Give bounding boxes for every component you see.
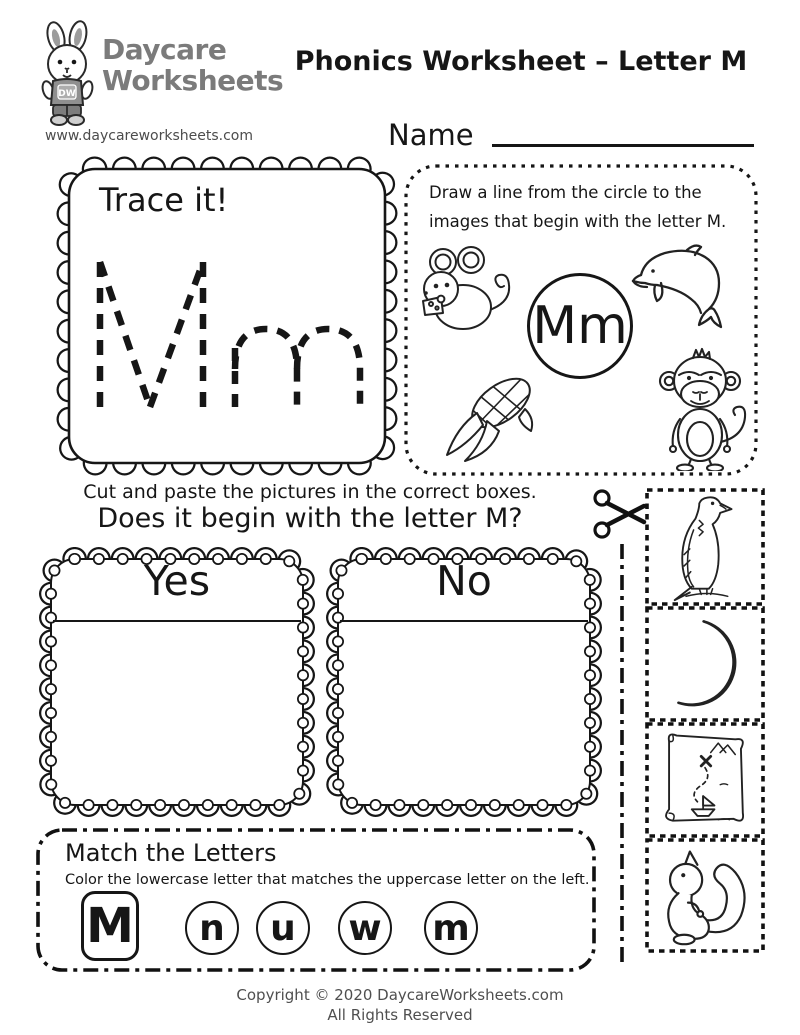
match-option-n[interactable]: n — [185, 901, 239, 955]
moon-drawing — [659, 615, 751, 713]
squirrel-drawing — [657, 844, 753, 948]
no-label: No — [436, 557, 492, 605]
yes-label: Yes — [143, 557, 211, 605]
copyright-line: Copyright © 2020 DaycareWorksheets.com — [236, 986, 564, 1004]
logo-badge-text: DW — [58, 89, 76, 99]
cut-item-eagle[interactable] — [645, 488, 765, 606]
website-url: www.daycareworksheets.com — [44, 128, 253, 144]
trace-heading: Trace it! — [99, 181, 229, 219]
match-option-m[interactable]: m — [424, 901, 478, 955]
yes-drop-box[interactable] — [35, 543, 319, 821]
cut-item-squirrel[interactable] — [645, 838, 765, 953]
letter-circle[interactable]: Mm — [527, 273, 633, 379]
name-label: Name — [388, 118, 474, 152]
uppercase-letter-tile: M — [81, 891, 139, 961]
match-instruction: Color the lowercase letter that matches the uppercase letter on the left. — [65, 872, 590, 888]
brand-line1: Daycare — [102, 33, 227, 66]
match-letters-section — [35, 827, 597, 973]
mouse-drawing[interactable] — [411, 245, 516, 337]
name-blank-line[interactable] — [492, 116, 754, 147]
trace-section — [55, 155, 399, 477]
no-drop-box[interactable] — [322, 543, 606, 821]
draw-instructions — [429, 179, 741, 237]
dolphin-drawing[interactable] — [631, 243, 743, 335]
treasure-map-drawing — [657, 728, 753, 832]
cut-item-moon[interactable] — [645, 606, 765, 722]
match-heading: Match the Letters — [65, 839, 277, 867]
cut-paste-instruction: Cut and paste the pictures in the correct boxes. — [83, 481, 537, 503]
match-option-w[interactable]: w — [338, 901, 392, 955]
page-title: Phonics Worksheet – Letter M — [294, 46, 748, 77]
draw-instructions-line2: images that begin with the letter M. — [429, 211, 727, 231]
cut-item-map[interactable] — [645, 722, 765, 838]
eagle-drawing — [655, 492, 755, 602]
bunny-mascot-logo — [36, 20, 102, 128]
scissors-icon — [592, 484, 650, 544]
draw-instructions-line1: Draw a line from the circle to the — [429, 183, 702, 202]
cut-line — [618, 544, 626, 968]
brand-wordmark — [102, 34, 283, 97]
monkey-drawing[interactable] — [649, 347, 751, 471]
draw-line-section — [403, 163, 759, 477]
trace-letters-mm[interactable] — [55, 155, 399, 477]
brand-line2: Worksheets — [102, 64, 284, 98]
corn-drawing[interactable] — [439, 369, 547, 463]
match-option-u[interactable]: u — [256, 901, 310, 955]
begin-with-m-question: Does it begin with the letter M? — [97, 503, 523, 534]
rights-line: All Rights Reserved — [327, 1006, 473, 1024]
